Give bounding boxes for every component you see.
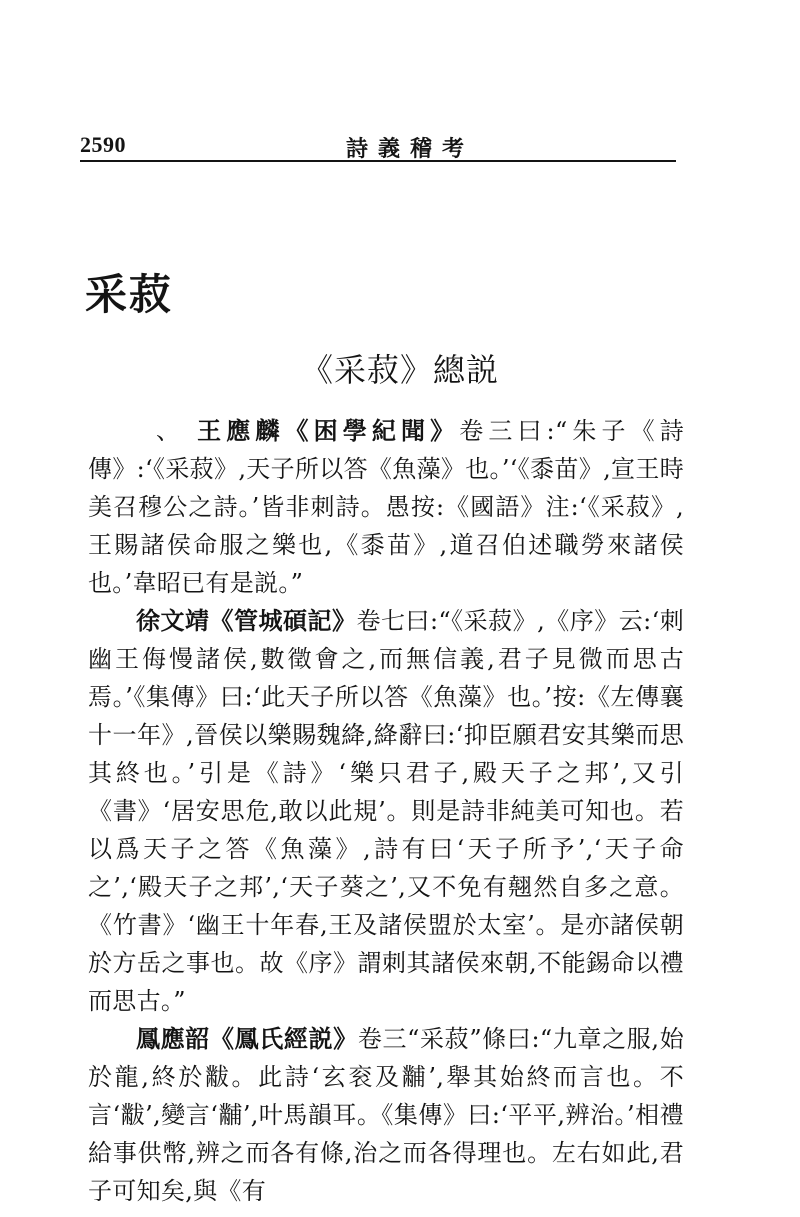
source-citation: 鳳應韶《鳳氏經説》 (136, 1025, 358, 1053)
section-title: 《采菽》總説 (300, 351, 499, 389)
book-title: 詩義稽考 (345, 136, 474, 162)
page-number: 2590 (80, 132, 126, 157)
paragraph-text: 卷七曰:“《采菽》,《序》云:‘刺幽王侮慢諸侯,數徵會之,而無信義,君子見微而思古焉。’《集傳》曰:‘此天子所以答《魚藻》也。’按:《左傳襄十一年》,晉侯以樂賜魏絳,絳辭曰:‘抑臣願君安其樂而思其終也。’引是《詩》‘樂只君子,殿天子之邦’,又引《書》‘居安思危,敢以此規’。則是詩非純美可知也。若以爲天子之答《魚藻》,詩有曰‘天子所予’,‘天子命之’,‘殿天子之邦’,‘天子葵之’,又不免有翹然自多之意。《竹書》‘幽王十年春,王及諸侯盟於太室’。是亦諸侯朝於方岳之事也。故《序》謂刺其諸侯來朝,不能錫命以禮而思古。” (88, 607, 684, 1015)
source-citation: 徐文靖《管城碩記》 (136, 607, 357, 635)
paragraph-text: 卷三“采菽”條曰:“九章之服,始於龍,終於黻。此詩‘玄衮及黼’,舉其始終而言也。不言‘黻’,變言‘黼’,叶馬韻耳。《集傳》曰:‘平平,辨治。’相禮給事供幣,辨之而各有條,治之而各得理也。左右如此,君子可知矣,與《有 (88, 1025, 685, 1205)
margin-mark: 、 (156, 417, 181, 445)
body-text (88, 412, 684, 1210)
chapter-title: 采菽 (85, 270, 174, 319)
source-citation: 王應麟《困學紀聞》 (192, 417, 460, 445)
header-rule (80, 160, 676, 162)
paragraph-3 (88, 1020, 684, 1210)
paragraph-2 (88, 602, 684, 1020)
paragraph-1 (88, 412, 684, 602)
paragraph-text: 卷三曰:“朱子《詩傳》:‘《采菽》,天子所以答《魚藻》也。’‘《黍苗》,宣王時美召穆公之詩。’皆非刺詩。愚按:《國語》注:‘《采菽》,王賜諸侯命服之樂也,《黍苗》,道召伯述職勞來諸侯也。’韋昭已有是説。” (88, 417, 684, 597)
